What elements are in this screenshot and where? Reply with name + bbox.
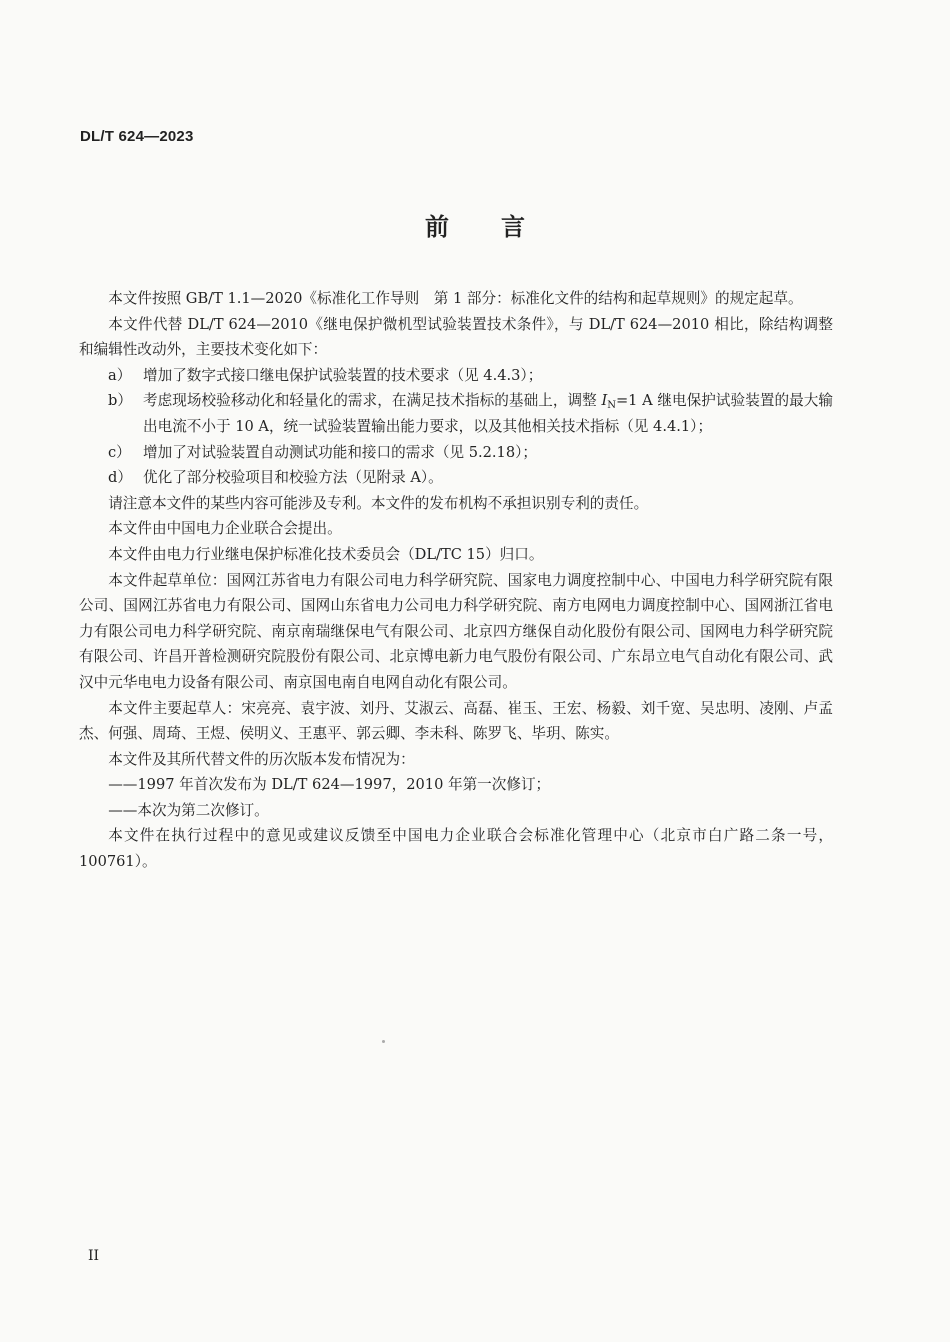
page-title: 前言 (425, 213, 577, 241)
scan-speck (382, 1040, 385, 1043)
list-text (143, 388, 833, 439)
document-code: DL/T 624—2023 (80, 128, 194, 145)
list-text-pre: 考虑现场校验移动化和轻量化的需求，在满足技术指标的基础上，调整 (143, 392, 602, 410)
current-variable: I (601, 392, 608, 410)
list-marker: c） (108, 443, 131, 461)
page-number: II (88, 1248, 100, 1264)
list-marker: d） (108, 469, 132, 487)
list-item (79, 388, 833, 439)
list-item (79, 465, 833, 491)
list-text: 优化了部分校验项目和校验方法（见附录 A）。 (143, 469, 443, 487)
paragraph-drafting-units: 本文件起草单位：国网江苏省电力有限公司电力科学研究院、国家电力调度控制中心、中国电力科学研究院有限公司、国网江苏省电力有限公司、国网山东省电力公司电力科学研究院、南方电网电力调度控制中心、国网浙江省电力有限公司电力科学研究院、南京南瑞继保电气有限公司、北京四方继保自动化股份有限公司、国网电力科学研究院有限公司、许昌开普检测研究院股份有限公司、北京博电新力电气股份有限公司、广东昂立电气自动化有限公司、武汉中元华电电力设备有限公司、南京国电南自电网自动化有限公司。 (79, 571, 833, 691)
paragraph-proposer: 本文件由中国电力企业联合会提出。 (108, 520, 342, 538)
foreword-body (79, 286, 833, 875)
list-text: 增加了数字式接口继电保护试验装置的技术要求（见 4.4.3）； (143, 366, 543, 384)
list-marker: a） (108, 366, 132, 384)
paragraph-drafting-rules: 本文件按照 GB/T 1.1—2020《标准化工作导则 第 1 部分：标准化文件的结构和起草规则》的规定起草。 (108, 290, 803, 307)
paragraph-replacement: 本文件代替 DL/T 624—2010《继电保护微机型试验装置技术条件》，与 DL/T 624—2010 相比，除结构调整和编辑性改动外，主要技术变化如下： (79, 315, 833, 359)
list-text-post: =1 A 继电保护试验装置的最大输出电流不小于 10 A，统一试验装置输出能力要求，以及其他相关技术指标（见 4.4.1）； (143, 392, 833, 435)
list-item (79, 363, 833, 389)
paragraph-feedback: 本文件在执行过程中的意见或建议反馈至中国电力企业联合会标准化管理中心（北京市白广路二条一号，100761）。 (79, 827, 833, 871)
list-item (79, 440, 833, 466)
paragraph-patent: 请注意本文件的某些内容可能涉及专利。本文件的发布机构不承担识别专利的责任。 (108, 494, 649, 512)
paragraph-drafters: 本文件主要起草人：宋亮亮、袁宇波、刘丹、艾淑云、高磊、崔玉、王宏、杨毅、刘千宽、吴忠明、凌刚、卢孟杰、何强、周琦、王煜、侯明义、王惠平、郭云卿、李未科、陈罗飞、毕玥、陈实。 (79, 699, 833, 743)
history-item: ——本次为第二次修订。 (108, 801, 269, 819)
paragraph-technical-committee: 本文件由电力行业继电保护标准化技术委员会（DL/TC 15）归口。 (108, 545, 544, 563)
paragraph-history-intro: 本文件及其所代替文件的历次版本发布情况为： (108, 750, 415, 768)
list-marker: b） (108, 392, 132, 410)
list-text: 增加了对试验装置自动测试功能和接口的需求（见 5.2.18）； (143, 443, 538, 461)
current-subscript: N (607, 400, 616, 412)
history-item: ——1997 年首次发布为 DL/T 624—1997，2010 年第一次修订； (108, 776, 551, 794)
